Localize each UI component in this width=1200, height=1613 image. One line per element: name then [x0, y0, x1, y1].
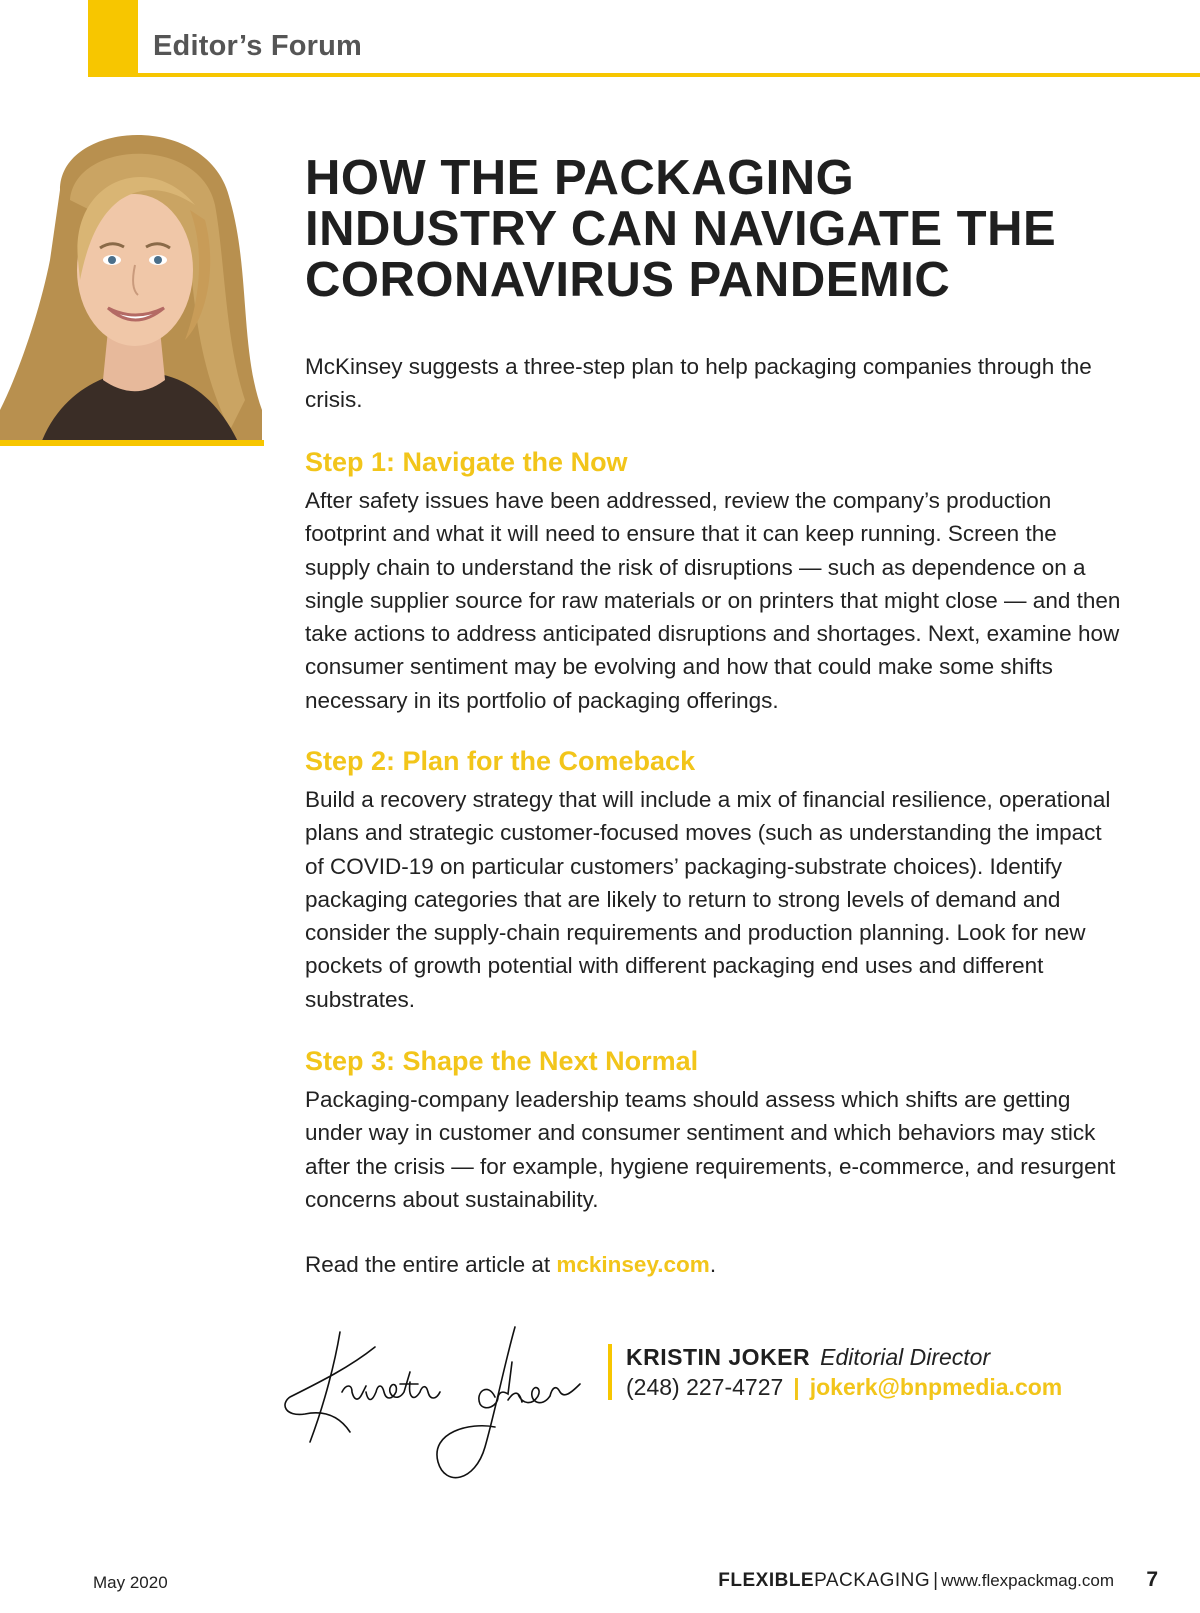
- brand-bold: FLEXIBLE: [718, 1570, 815, 1591]
- headline-line: INDUSTRY CAN NAVIGATE THE: [305, 202, 1057, 256]
- headline-line: CORONAVIRUS PANDEMIC: [305, 253, 951, 307]
- footer-brand: [718, 1570, 1114, 1592]
- step-2-heading: Step 2: Plan for the Comeback: [305, 746, 696, 776]
- article-intro: McKinsey suggests a three-step plan to help packaging companies through the crisis.: [305, 354, 1092, 413]
- page-number: 7: [1146, 1568, 1158, 1591]
- mckinsey-link[interactable]: mckinsey.com: [556, 1252, 710, 1277]
- portrait-underline: [0, 440, 264, 446]
- footer-date: May 2020: [93, 1573, 168, 1592]
- author-divider-bar: [608, 1344, 612, 1400]
- step-3-heading: Step 3: Shape the Next Normal: [305, 1046, 699, 1076]
- author-portrait: [0, 110, 264, 446]
- read-more-line: [305, 1248, 1125, 1281]
- section-title: Editor’s Forum: [153, 30, 363, 62]
- headline-line: HOW THE PACKAGING: [305, 151, 855, 205]
- contact-line: [626, 1374, 1062, 1401]
- author-title: Editorial Director: [820, 1344, 991, 1370]
- footer-url-link[interactable]: www.flexpackmag.com: [941, 1571, 1114, 1590]
- author-name: KRISTIN JOKER: [626, 1344, 811, 1370]
- brand-separator: |: [933, 1570, 939, 1591]
- brand-light: PACKAGING: [814, 1570, 931, 1591]
- section-tab-block: [88, 0, 138, 76]
- contact-separator: |: [793, 1374, 800, 1400]
- handwritten-signature: [280, 1322, 600, 1492]
- step-2-body: Build a recovery strategy that will include a mix of financial resilience, operational plans and strategic customer-focused moves (such as understanding the impact of COVID-19 on particular customers’ packaging-substrate choices). Identify packaging categories that are likely to return to strong levels of demand and consider the supply-chain requirements and production planning. Look for new pockets of growth potential with different packaging end uses and different substrates.: [305, 787, 1111, 1012]
- read-more-suffix: .: [709, 1252, 717, 1277]
- step-3-body: Packaging-company leadership teams should assess which shifts are getting under way in customer and consumer sentiment and which behaviors may stick after the crisis — for example, hygiene requirements, e-commerce, and resurgent concerns about sustainability.: [305, 1087, 1116, 1212]
- author-line: [626, 1344, 990, 1371]
- article-headline: [305, 153, 1165, 306]
- read-more-prefix: Read the entire article at: [305, 1252, 557, 1277]
- author-phone: (248) 227-4727: [626, 1374, 784, 1400]
- author-email-link[interactable]: jokerk@bnpmedia.com: [809, 1374, 1063, 1400]
- step-1-heading: Step 1: Navigate the Now: [305, 447, 628, 477]
- step-1-body: After safety issues have been addressed, review the company’s production footprint and what it will need to ensure that it can keep running. Screen the supply chain to understand the risk of disruptions — such as dependence on a single supplier source for raw materials or on printers that might close — and then take actions to address anticipated disruptions and shortages. Next, examine how consumer sentiment may be evolving and how that could make some shifts necessary in its portfolio of packaging offerings.: [305, 488, 1121, 713]
- header-rule: [88, 73, 1200, 77]
